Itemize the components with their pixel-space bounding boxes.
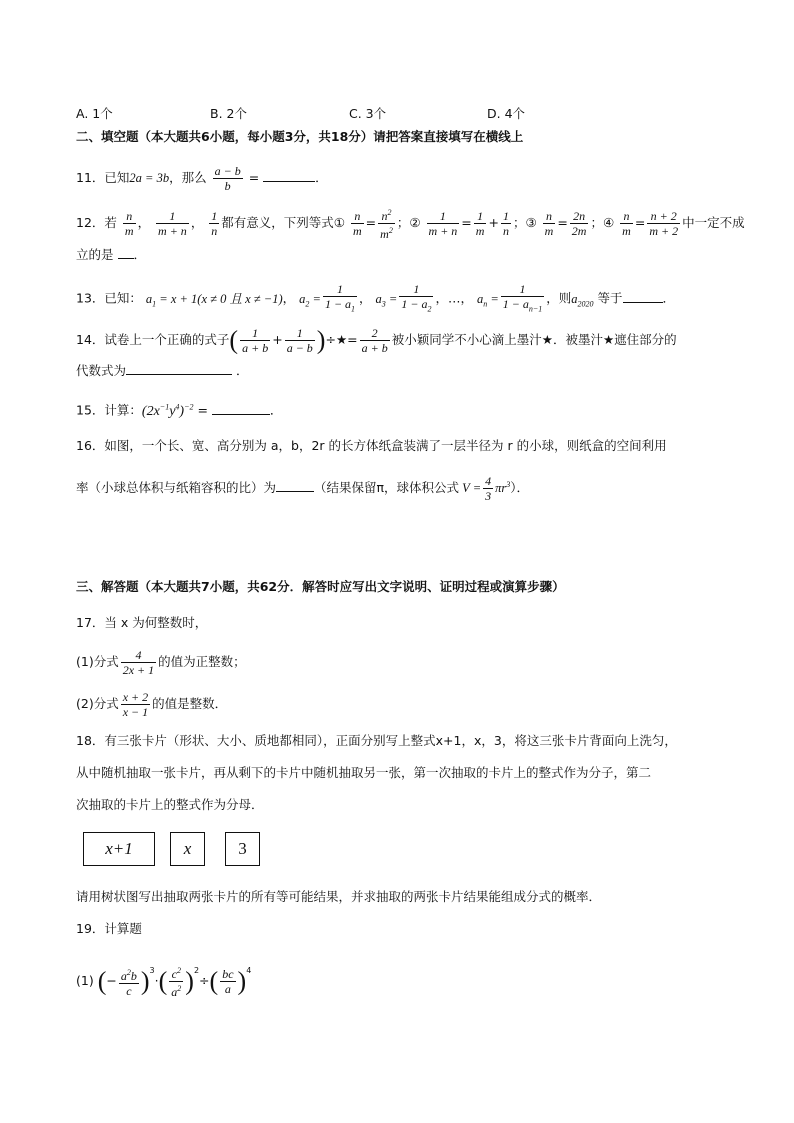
q14-post: 被小颖同学不小心滴上墨汁★．被墨汁★遮住部分的 xyxy=(391,332,677,347)
q12-mid4: ；④ xyxy=(590,215,615,230)
q17-p1-den: 2x + 1 xyxy=(122,663,155,677)
q13-frac-an: $\frac{1}{1 - a_{n-1}}$ xyxy=(501,282,545,316)
q12-eq4-right: $\frac{n + 2}{m + 2}$ xyxy=(649,209,679,238)
q12-line2: 立的是 xyxy=(76,247,114,262)
choice-b: B. 2个 xyxy=(210,106,247,121)
q13-answer-blank xyxy=(623,302,663,303)
q17-p1-post: 的值为正整数； xyxy=(158,654,246,669)
q16-answer-blank xyxy=(276,491,314,492)
question-17-part2 xyxy=(76,690,227,719)
q12-eq2-left: $\frac{1}{m + n}$ xyxy=(428,209,458,238)
question-12: 12．若 $\frac{n}{m}$ ， $\frac{1}{m + n}$ ， $\frac{1}{n}$ 都有意义，下列等式① $\frac{n}{m}$ = $\frac{n^2}{m^2}$ ；② $\frac{1}{m + n}$ = $\frac{1}{m}$ + $\frac{1}{n}$ ；③ $\frac{n}{m}$ = $\frac{2n}{2m}$ ；④ $\frac{n}{m}$ = $\frac{n + 2}{m + 2}$ 中一定不成 xyxy=(76,208,745,241)
question-11: 11．已知2a = 3b，那么 $\frac{a - b}{b}$ = ． xyxy=(76,164,328,193)
q13-pre: 13．已知： xyxy=(76,290,142,306)
q17-p1-num: 4 xyxy=(135,648,142,662)
question-15: 15．计算：$(2x^{-1}y^4)^{-2}$ = ． xyxy=(76,402,283,419)
q11-pre: 11．已知 xyxy=(76,170,130,185)
question-18-line4: 请用树状图写出抽取两张卡片的所有等可能结果，并求抽取的两张卡片结果能组成分式的概率． xyxy=(76,889,602,904)
q13-post: 等于 xyxy=(597,290,623,306)
question-17-part1 xyxy=(76,648,246,677)
q12-answer-blank xyxy=(118,258,134,259)
card-x: x xyxy=(170,832,205,866)
q14-pre: 14．试卷上一个正确的式子 xyxy=(76,332,230,347)
question-19-title: 19．计算题 xyxy=(76,921,142,936)
q13-frac-a2: $\frac{1}{1 - a_1}$ xyxy=(323,282,357,316)
section3-heading: 三、解答题（本大题共7小题，共62分．解答时应写出文字说明、证明过程或演算步骤） xyxy=(76,579,565,594)
q12-pre: 12．若 xyxy=(76,215,117,230)
question-13: 13．已知： $a_1 = x + 1(x \ne 0$ 且 x ≠ −1)， $a_2$ = $\frac{1}{1 - a_1}$ ， $a_3$ = $\frac{1}{1 - a_2}$ ，…， $a_n$ = $\frac{1}{1 - a_{n-1}}$ ，则$a_{2020}$ 等于 ． xyxy=(76,282,675,316)
q11-den: b xyxy=(213,178,243,193)
question-18-line3: 次抽取的卡片上的整式作为分母． xyxy=(76,797,264,812)
q12-frac-c: $\frac{1}{n}$ xyxy=(211,209,218,238)
q12-frac-a: $\frac{n}{m}$ xyxy=(124,209,134,238)
question-19-part1: (1) (− $\frac{a^2b}{c}$ )$^3$·( $\frac{c^2}{a^2}$ )$^2$÷( $\frac{bc}{a}$ )$^4$ xyxy=(76,966,252,999)
q12-post: 中一定不成 xyxy=(682,215,745,230)
question-17: 17．当 x 为何整数时， xyxy=(76,615,208,630)
q14-frac-1: $\frac{1}{a + b}$ xyxy=(242,326,269,355)
question-16-line2: 率（小球总体积与纸箱容积的比）为 （结果保留π，球体积公式 V = $\frac{4}{3}$ $\pi r^3$）． xyxy=(76,474,530,503)
q11-num: a − b xyxy=(214,164,241,178)
q12-eq3-right: $\frac{2n}{2m}$ xyxy=(571,209,587,238)
q12-eq2-b: $\frac{1}{n}$ xyxy=(502,209,509,238)
q11-answer-blank xyxy=(263,181,315,182)
q16-line2c: ）． xyxy=(510,480,530,495)
choice-d: D. 4个 xyxy=(487,106,526,121)
q12-mid3: ；③ xyxy=(512,215,537,230)
q12-eq3-left: $\frac{n}{m}$ xyxy=(544,209,554,238)
q11-cond: 2a = 3b xyxy=(129,171,170,185)
q13-frac-a3: $\frac{1}{1 - a_2}$ xyxy=(399,282,433,316)
q11-post: = xyxy=(248,170,260,185)
q11-mid: ，那么 xyxy=(169,170,207,185)
q12-frac-b: $\frac{1}{m + n}$ xyxy=(158,209,187,238)
q12-eq1-left: $\frac{n}{m}$ xyxy=(353,209,362,238)
question-16: 16．如图，一个长、宽、高分别为 a，b，2r 的长方体纸盒装满了一层半径为 r 的小球，则纸盒的空间利用 xyxy=(76,438,667,453)
question-12-line2: 立的是 ． xyxy=(76,247,147,262)
q12-eq4-left: $\frac{n}{m}$ xyxy=(622,209,631,238)
q14-frac-2: $\frac{1}{a - b}$ xyxy=(286,326,313,355)
choice-a: A. 1个 xyxy=(76,106,113,121)
q12-eq1-right: $\frac{n^2}{m^2}$ xyxy=(380,208,393,241)
q12-eq2-a: $\frac{1}{m}$ xyxy=(475,209,485,238)
q16-line2b: （结果保留π，球体积公式 xyxy=(314,480,460,495)
card-x-plus-1: x+1 xyxy=(83,832,155,866)
choice-c: C. 3个 xyxy=(349,106,387,121)
section2-heading: 二、填空题（本大题共6小题，每小题3分，共18分）请把答案直接填写在横线上 xyxy=(76,129,524,144)
q17-p2-num: x + 2 xyxy=(122,690,149,704)
q17-p1-frac xyxy=(121,648,156,677)
q15-answer-blank xyxy=(212,414,270,415)
q16-line2a: 率（小球总体积与纸箱容积的比）为 xyxy=(76,480,277,495)
question-18-line1: 18．有三张卡片（形状、大小、质地都相同），正面分别写上整式x+1，x，3，将这三张卡片背面向上洗匀， xyxy=(76,733,677,748)
q19-p1-label: (1) xyxy=(76,973,94,988)
q19-frac-3: $\frac{bc}{a}$ xyxy=(222,967,234,996)
question-14: 14．试卷上一个正确的式子( $\frac{1}{a + b}$ + $\frac{1}{a - b}$ )÷★= $\frac{2}{a + b}$ 被小颖同学不小心滴上墨汁★．被墨汁★遮住部分的 xyxy=(76,325,677,355)
q17-p1-pre: (1)分式 xyxy=(76,654,119,669)
q12-mid1: 都有意义，下列等式① xyxy=(221,215,346,230)
q19-frac-1: $\frac{a^2b}{c}$ xyxy=(120,967,137,998)
q12-mid2: ；② xyxy=(396,215,421,230)
card-3: 3 xyxy=(225,832,260,866)
q17-p2-den: x − 1 xyxy=(122,705,149,719)
q15-pre: 15．计算： xyxy=(76,402,142,418)
q13-mid: ，则 xyxy=(546,290,572,306)
q14-frac-3: $\frac{2}{a + b}$ xyxy=(361,326,388,355)
q19-frac-2: $\frac{c^2}{a^2}$ xyxy=(171,966,182,999)
question-18-line2: 从中随机抽取一张卡片，再从剩下的卡片中随机抽取另一张，第一次抽取的卡片上的整式作为分子，第二 xyxy=(76,765,652,780)
q14-line2: 代数式为 xyxy=(76,363,127,378)
q17-p2-pre: (2)分式 xyxy=(76,696,119,711)
question-14-line2: 代数式为 ． xyxy=(76,363,249,378)
q11-fraction xyxy=(213,164,243,193)
q17-p2-frac xyxy=(121,690,150,719)
q17-p2-post: 的值是整数． xyxy=(152,696,228,711)
q16-frac: $\frac{4}{3}$ xyxy=(485,474,492,503)
q14-answer-blank xyxy=(126,374,232,375)
